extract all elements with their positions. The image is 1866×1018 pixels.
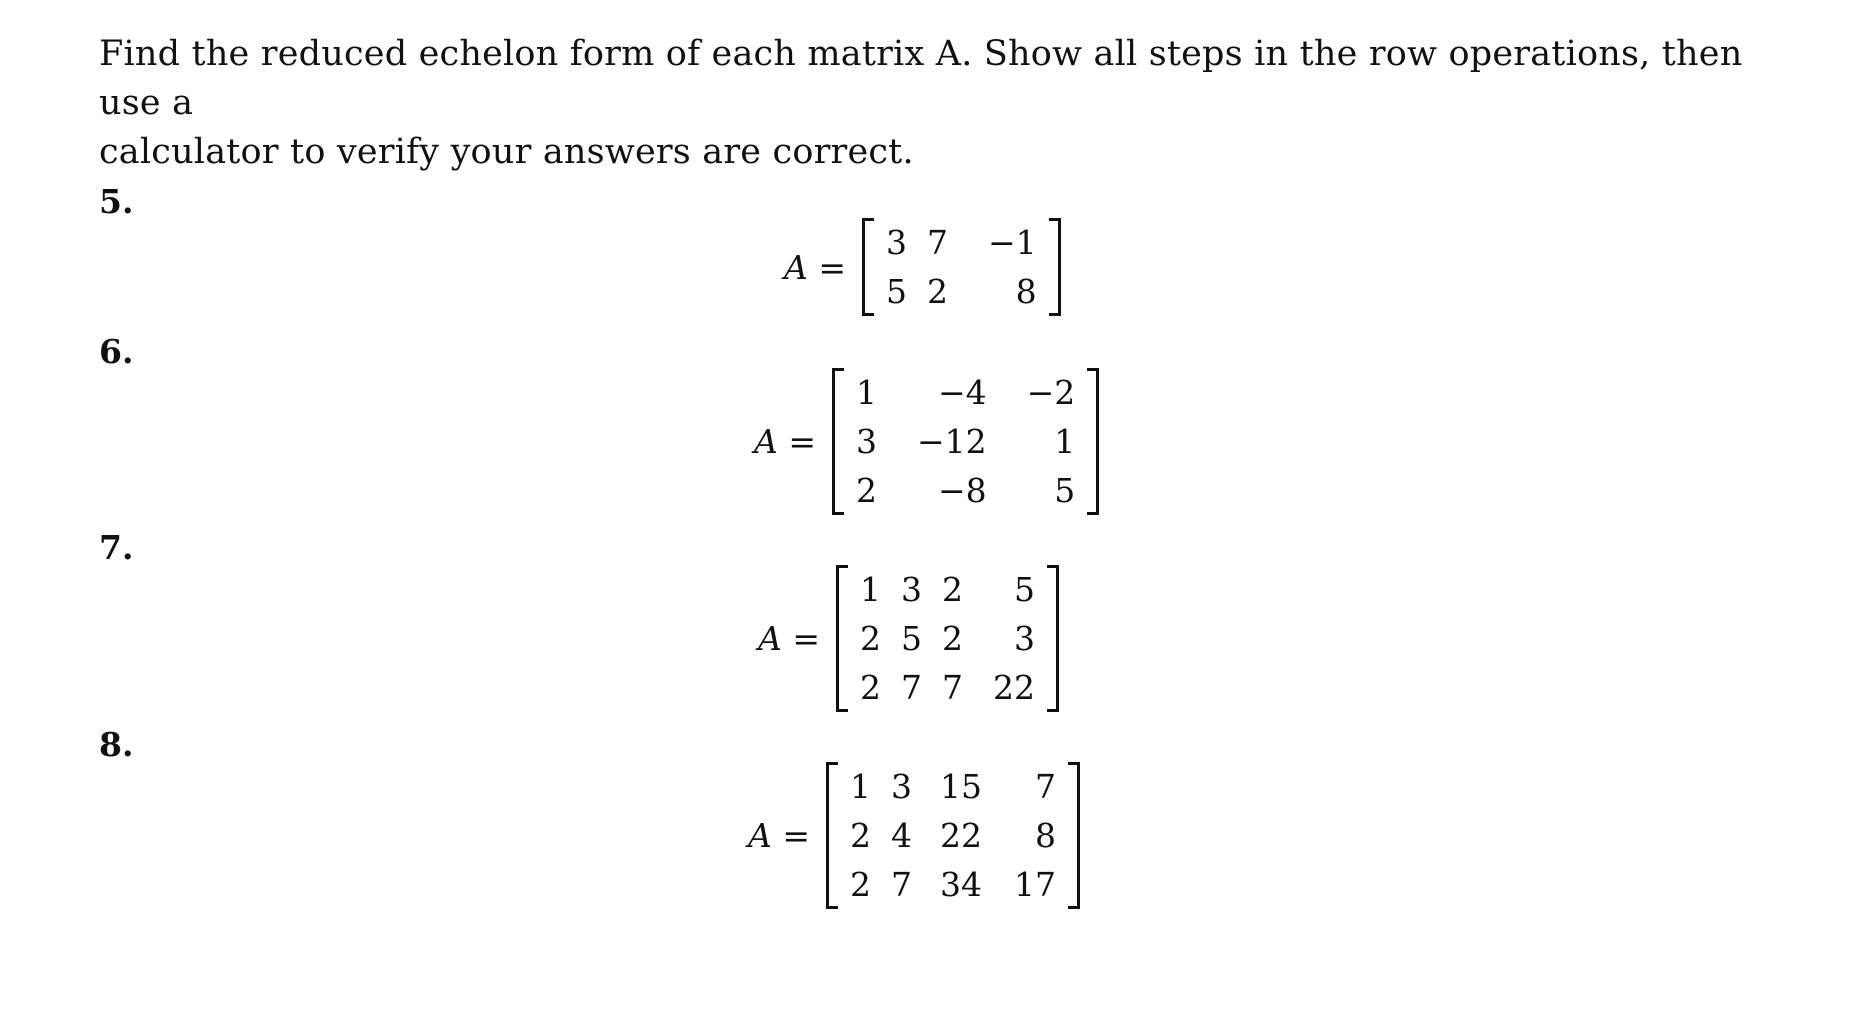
matrix-cell: 7 [890,865,912,904]
matrix-cell: 2 [941,619,963,658]
matrix-cell: 1 [849,767,871,806]
matrix-cell: 2 [849,865,871,904]
matrix-cell: 2 [859,668,881,707]
matrix-cell: −4 [937,373,987,412]
matrix-cell: 34 [939,865,982,904]
matrix-cell: 7 [941,668,963,707]
matrix-cell: 22 [939,816,982,855]
matrix-cell: 7 [1034,767,1056,806]
matrix-cell: 7 [900,668,922,707]
matrix-7 [836,565,1059,712]
matrix-cell: 2 [859,619,881,658]
matrix-label: A = [754,422,816,461]
matrix-8 [826,762,1080,909]
matrix-cell: 5 [900,619,922,658]
matrix-cell: 3 [885,223,907,262]
problem-number-5: 5. [99,182,134,221]
matrix-cell: 1 [859,570,881,609]
matrix-cell: 4 [890,816,912,855]
matrix-cell: 2 [926,272,948,311]
matrix-cell: 2 [855,471,877,510]
matrix-label: A = [758,619,820,658]
problem-8-equation [748,762,1080,909]
instructions [99,30,1799,177]
matrix-6 [832,368,1099,515]
matrix-cell: 1 [855,373,877,412]
matrix-cell: 8 [1015,272,1037,311]
problem-number-8: 8. [99,725,134,764]
matrix-cell: 7 [926,223,948,262]
matrix-5 [862,218,1061,316]
matrix-cell: −2 [1026,373,1076,412]
matrix-cell: −1 [987,223,1037,262]
matrix-cell: 17 [1013,865,1056,904]
matrix-cell: 3 [890,767,912,806]
problem-7-equation [758,565,1059,712]
problem-6-equation [754,368,1099,515]
instructions-line-2: calculator to verify your answers are correct. [99,132,914,172]
matrix-cell: 5 [1054,471,1076,510]
matrix-cell: −12 [916,422,987,461]
matrix-cell: 8 [1034,816,1056,855]
matrix-cell: 5 [885,272,907,311]
matrix-cell: 3 [1013,619,1035,658]
matrix-cell: 2 [941,570,963,609]
matrix-cell: 22 [992,668,1035,707]
matrix-cell: 15 [939,767,982,806]
matrix-cell: 3 [900,570,922,609]
matrix-label: A = [748,816,810,855]
matrix-label: A = [784,247,846,287]
matrix-cell: 5 [1013,570,1035,609]
instructions-line-1: Find the reduced echelon form of each matrix A. Show all steps in the row operations, then use a [99,34,1743,123]
matrix-cell: 3 [855,422,877,461]
problem-number-6: 6. [99,332,134,371]
matrix-cell: 2 [849,816,871,855]
matrix-cell: −8 [937,471,987,510]
matrix-cell: 1 [1054,422,1076,461]
problem-5-equation [784,218,1061,316]
problem-number-7: 7. [99,528,134,567]
